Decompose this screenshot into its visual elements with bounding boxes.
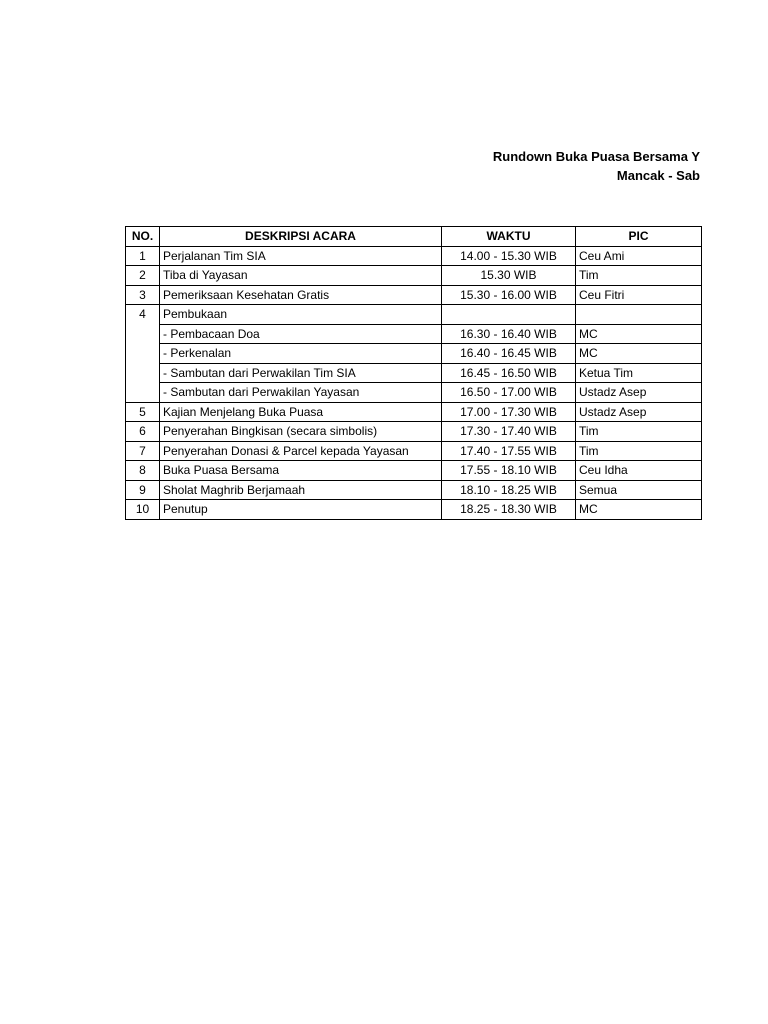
row-pic	[576, 305, 702, 325]
row-description: Buka Puasa Bersama	[160, 461, 442, 481]
row-number: 4	[126, 305, 160, 403]
row-time: 17.00 - 17.30 WIB	[442, 402, 576, 422]
row-description: - Perkenalan	[160, 344, 442, 364]
table-row	[126, 441, 702, 461]
row-time: 16.50 - 17.00 WIB	[442, 383, 576, 403]
row-description: Pembukaan	[160, 305, 442, 325]
row-description: - Pembacaan Doa	[160, 324, 442, 344]
row-description: Perjalanan Tim SIA	[160, 246, 442, 266]
rundown-table	[125, 226, 702, 520]
row-pic: Ustadz Asep	[576, 402, 702, 422]
row-pic: Tim	[576, 266, 702, 286]
row-time: 15.30 - 16.00 WIB	[442, 285, 576, 305]
row-pic: Semua	[576, 480, 702, 500]
table-row	[126, 344, 702, 364]
row-description: Sholat Maghrib Berjamaah	[160, 480, 442, 500]
table-row	[126, 246, 702, 266]
row-time	[442, 305, 576, 325]
row-description: Kajian Menjelang Buka Puasa	[160, 402, 442, 422]
row-number: 9	[126, 480, 160, 500]
row-pic: MC	[576, 324, 702, 344]
table-row	[126, 266, 702, 286]
header-description: DESKRIPSI ACARA	[160, 227, 442, 247]
row-pic: Ceu Ami	[576, 246, 702, 266]
row-description: Pemeriksaan Kesehatan Gratis	[160, 285, 442, 305]
row-pic: MC	[576, 500, 702, 520]
row-time: 18.25 - 18.30 WIB	[442, 500, 576, 520]
row-number: 7	[126, 441, 160, 461]
table-row	[126, 480, 702, 500]
row-description: Tiba di Yayasan	[160, 266, 442, 286]
row-time: 14.00 - 15.30 WIB	[442, 246, 576, 266]
row-time: 17.30 - 17.40 WIB	[442, 422, 576, 442]
row-time: 16.30 - 16.40 WIB	[442, 324, 576, 344]
row-number: 2	[126, 266, 160, 286]
row-pic: MC	[576, 344, 702, 364]
table-row	[126, 324, 702, 344]
row-time: 16.40 - 16.45 WIB	[442, 344, 576, 364]
header-no: NO.	[126, 227, 160, 247]
row-number: 1	[126, 246, 160, 266]
header-time: WAKTU	[442, 227, 576, 247]
row-time: 17.55 - 18.10 WIB	[442, 461, 576, 481]
row-time: 18.10 - 18.25 WIB	[442, 480, 576, 500]
row-description: Penutup	[160, 500, 442, 520]
row-pic: Ceu Fitri	[576, 285, 702, 305]
table-row	[126, 383, 702, 403]
table-row	[126, 461, 702, 481]
table-row	[126, 402, 702, 422]
row-number: 3	[126, 285, 160, 305]
table-row	[126, 305, 702, 325]
table-row	[126, 363, 702, 383]
header-pic: PIC	[576, 227, 702, 247]
row-description: Penyerahan Bingkisan (secara simbolis)	[160, 422, 442, 442]
row-time: 17.40 - 17.55 WIB	[442, 441, 576, 461]
row-pic: Ustadz Asep	[576, 383, 702, 403]
row-pic: Ceu Idha	[576, 461, 702, 481]
row-pic: Tim	[576, 441, 702, 461]
row-time: 16.45 - 16.50 WIB	[442, 363, 576, 383]
row-number: 6	[126, 422, 160, 442]
row-description: - Sambutan dari Perwakilan Yayasan	[160, 383, 442, 403]
row-pic: Ketua Tim	[576, 363, 702, 383]
row-time: 15.30 WIB	[442, 266, 576, 286]
table-row	[126, 422, 702, 442]
row-number: 8	[126, 461, 160, 481]
row-description: Penyerahan Donasi & Parcel kepada Yayasan	[160, 441, 442, 461]
document-subtitle: Mancak - Sab	[616, 168, 700, 183]
table-row	[126, 500, 702, 520]
row-number: 5	[126, 402, 160, 422]
table-row	[126, 285, 702, 305]
table-header-row	[126, 227, 702, 247]
row-number: 10	[126, 500, 160, 520]
row-description: - Sambutan dari Perwakilan Tim SIA	[160, 363, 442, 383]
document-title: Rundown Buka Puasa Bersama Y	[492, 149, 700, 164]
row-pic: Tim	[576, 422, 702, 442]
